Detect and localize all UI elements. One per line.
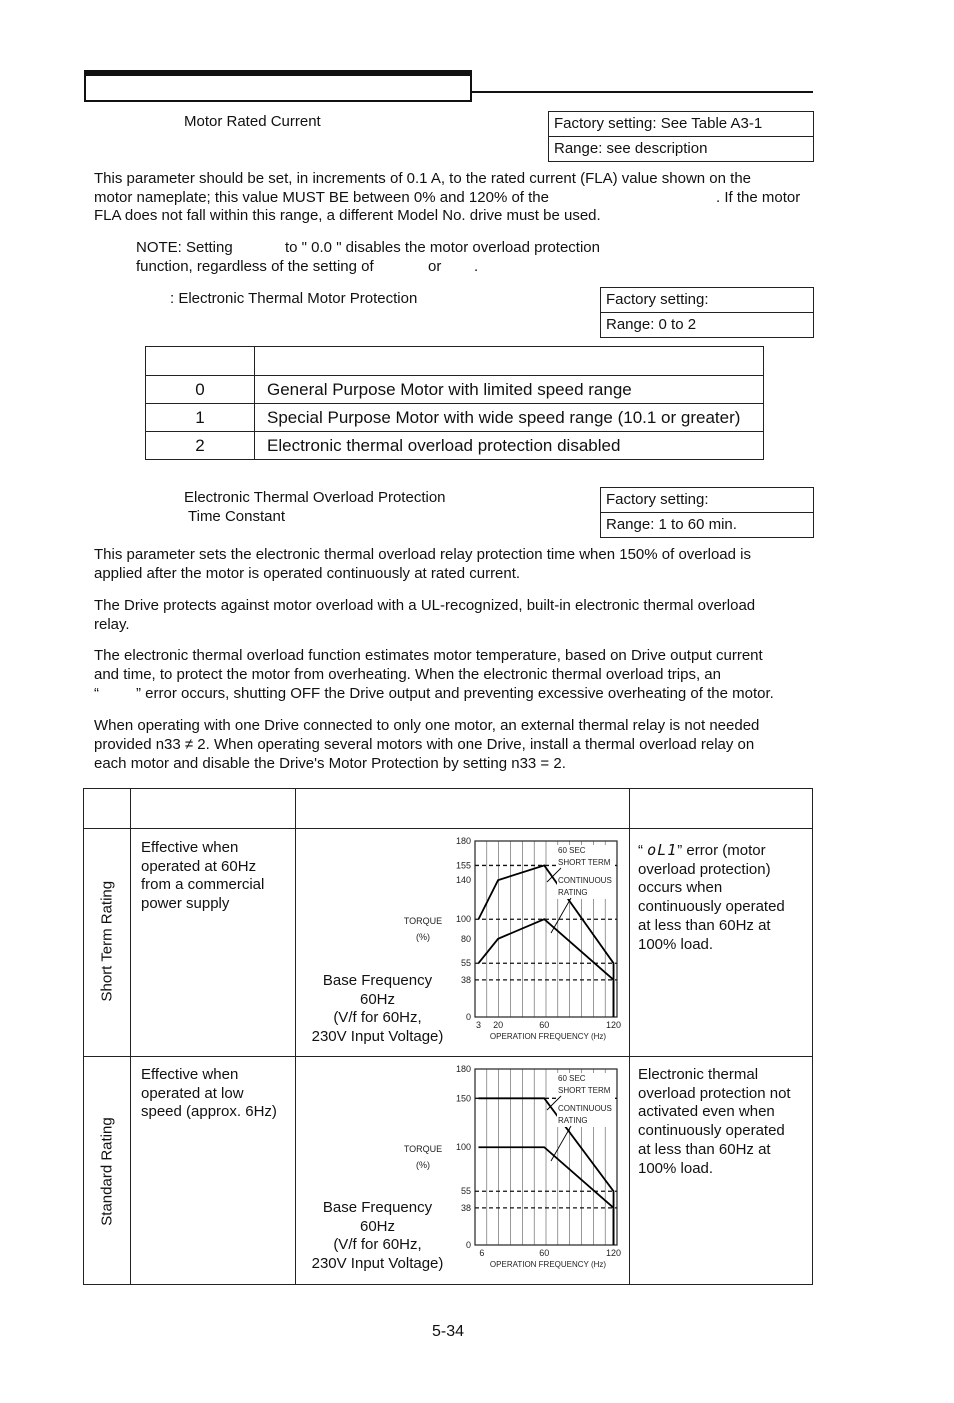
option-desc: Special Purpose Motor with wide speed range (10.1 or greater) [255, 404, 764, 432]
range-setting: Range: 1 to 60 min. [606, 516, 737, 533]
table-row [146, 432, 764, 460]
row-label-standard: Standard Rating [98, 1117, 116, 1226]
legend-text: RATING [558, 1116, 588, 1125]
paragraph-line: relay. [94, 616, 130, 633]
x-axis-label: OPERATION FREQUENCY (Hz) [489, 1032, 607, 1041]
description-text [638, 1066, 791, 1178]
table-divider [295, 788, 296, 1285]
table-header-cell [255, 347, 764, 376]
note-text: function, regardless of the setting of [136, 258, 374, 275]
y-axis-label: TORQUE [403, 916, 443, 926]
paragraph-line: When operating with one Drive connected to only one motor, an external thermal relay is not needed [94, 717, 760, 734]
y-tick-label: 180 [455, 836, 471, 846]
factory-setting: Factory setting: [601, 488, 813, 513]
y-tick-label: 100 [455, 1142, 471, 1153]
x-tick-label: 120 [606, 1248, 622, 1258]
y-tick-label: 180 [455, 1064, 471, 1074]
paragraph-line: FLA does not fall within this range, a different Model No. drive must be used. [94, 207, 601, 224]
x-tick-label: 60 [539, 1248, 550, 1258]
x-tick-label: 120 [606, 1020, 622, 1030]
error-code: oL1 [647, 841, 678, 859]
table-divider [130, 788, 131, 1285]
desc-line: at less than 60Hz at [638, 916, 771, 934]
legend-leader [551, 898, 571, 933]
effect-line: operated at 60Hz [141, 857, 257, 875]
legend-text: CONTINUOUS [558, 876, 612, 885]
factory-setting: Factory setting: See Table A3-1 [549, 112, 813, 137]
table-row [146, 404, 764, 432]
effect-line: operated at low [141, 1084, 244, 1102]
effect-line: speed (approx. 6Hz) [141, 1103, 277, 1121]
paragraph-line: motor nameplate; this value MUST BE between 0% and 120% of the [94, 189, 549, 206]
y-axis-label: TORQUE [403, 1144, 443, 1154]
legend-text: 60 SEC [558, 846, 586, 855]
y-tick-label: 55 [460, 1186, 471, 1197]
param-title-motor-rated-current: Motor Rated Current [184, 113, 321, 130]
range-setting: Range: see description [554, 140, 708, 157]
y-tick-label: 155 [455, 860, 471, 871]
desc-line: at less than 60Hz at [638, 1140, 771, 1158]
range-setting: Range: 0 to 2 [606, 316, 697, 333]
paragraph-line: ” error occurs, shutting OFF the Drive output and preventing excessive overheating of the motor. [136, 685, 774, 702]
option-desc: General Purpose Motor with limited speed range [255, 376, 764, 404]
param-setting-box-1 [548, 111, 814, 162]
y-tick-label: 80 [460, 933, 471, 944]
x-tick-label: 3 [475, 1020, 481, 1030]
paragraph-line: and time, to protect the motor from overheating. When the electronic thermal overload trips, an [94, 666, 721, 683]
y-tick-label: 0 [465, 1012, 471, 1022]
effect-line: Effective when [141, 1066, 239, 1083]
table-divider [83, 828, 813, 829]
param-setting-box-2 [600, 287, 814, 338]
base-line: (V/f for 60Hz, [333, 1236, 422, 1254]
paragraph-line: The Drive protects against motor overload with a UL-recognized, built-in electronic thermal overload [94, 597, 756, 614]
option-value: 0 [146, 376, 255, 404]
y-tick-label: 150 [455, 1093, 471, 1104]
note-text: or [428, 258, 442, 275]
table-header-cell [146, 347, 255, 376]
y-tick-label: 55 [460, 958, 471, 969]
table-divider [83, 1056, 813, 1057]
y-axis-unit: (%) [416, 932, 430, 942]
x-tick-label: 20 [493, 1020, 504, 1030]
note-text: NOTE: Setting [136, 239, 233, 256]
y-tick-label: 100 [455, 914, 471, 925]
paragraph-line: The electronic thermal overload function estimates motor temperature, based on Drive output current [94, 647, 763, 664]
legend-text: 60 SEC [558, 1074, 586, 1083]
base-line: 60Hz [359, 1217, 396, 1235]
desc-line: continuously operated [638, 898, 785, 916]
factory-setting: Factory setting: [601, 288, 813, 313]
base-line: 60Hz [359, 990, 396, 1008]
row-label-short-term: Short Term Rating [98, 880, 116, 1002]
desc-line: 100% load. [638, 935, 714, 953]
torque-chart-short-term [395, 834, 627, 1048]
desc-line: ” error (motor [677, 842, 766, 859]
y-axis-unit: (%) [416, 1160, 430, 1170]
base-line: 230V Input Voltage) [311, 1028, 444, 1046]
legend-text: SHORT TERM [558, 858, 611, 867]
desc-line: overload protection not [638, 1084, 791, 1102]
effect-text [141, 1066, 277, 1122]
table-divider [629, 788, 630, 1285]
desc-line: overload protection) [638, 860, 771, 878]
option-desc: Electronic thermal overload protection disabled [255, 432, 764, 460]
legend-text: SHORT TERM [558, 1086, 611, 1095]
note-text: to " 0.0 " disables the motor overload protection [285, 239, 600, 256]
page-number: 5-34 [432, 1323, 465, 1340]
paragraph-line: provided n33 ≠ 2. When operating several motors with one Drive, install a thermal overload relay on [94, 736, 755, 753]
paragraph-line: “ [94, 685, 99, 702]
param-title-time-constant: Electronic Thermal Overload Protection [184, 489, 446, 506]
effect-line: from a commercial [141, 876, 265, 894]
option-value: 2 [146, 432, 255, 460]
note-text: . [474, 258, 479, 275]
table-row [146, 376, 764, 404]
desc-line: 100% load. [638, 1159, 714, 1177]
x-tick-label: 6 [479, 1248, 485, 1258]
param-title-time-constant-2: Time Constant [188, 508, 285, 525]
legend-leader [551, 1126, 571, 1161]
y-tick-label: 38 [460, 974, 471, 985]
y-tick-label: 140 [455, 875, 471, 886]
desc-line: Electronic thermal [638, 1066, 759, 1083]
base-line: Base Frequency [322, 972, 433, 989]
y-tick-label: 0 [465, 1240, 471, 1250]
paragraph-line: This parameter sets the electronic thermal overload relay protection time when 150% of overload is [94, 546, 751, 563]
torque-chart-standard [395, 1062, 627, 1276]
base-line: Base Frequency [322, 1199, 433, 1216]
param-title-thermal-protection: : Electronic Thermal Motor Protection [170, 290, 418, 307]
legend-text: RATING [558, 888, 588, 897]
desc-line: continuously operated [638, 1122, 785, 1140]
legend-text: CONTINUOUS [558, 1104, 612, 1113]
effect-line: power supply [141, 895, 230, 913]
base-line: 230V Input Voltage) [311, 1255, 444, 1273]
section-header-box [84, 70, 472, 102]
paragraph-line: This parameter should be set, in increments of 0.1 A, to the rated current (FLA) value shown on the [94, 170, 752, 187]
y-tick-label: 38 [460, 1202, 471, 1213]
section-header-rule [472, 91, 813, 93]
param-setting-box-3 [600, 487, 814, 538]
option-value: 1 [146, 404, 255, 432]
x-axis-label: OPERATION FREQUENCY (Hz) [489, 1260, 607, 1269]
description-text [638, 841, 785, 954]
paragraph-line: . If the motor [716, 189, 801, 206]
paragraph-line: applied after the motor is operated continuously at rated current. [94, 565, 521, 582]
base-line: (V/f for 60Hz, [333, 1009, 422, 1027]
desc-line: activated even when [638, 1103, 775, 1121]
x-tick-label: 60 [539, 1020, 550, 1030]
quote-mark: “ [638, 842, 643, 859]
paragraph-line: each motor and disable the Drive's Motor Protection by setting n33 = 2. [94, 755, 566, 772]
effect-line: Effective when [141, 839, 239, 856]
desc-line: occurs when [638, 879, 723, 897]
protection-options-table [145, 346, 764, 460]
effect-text [141, 839, 264, 914]
